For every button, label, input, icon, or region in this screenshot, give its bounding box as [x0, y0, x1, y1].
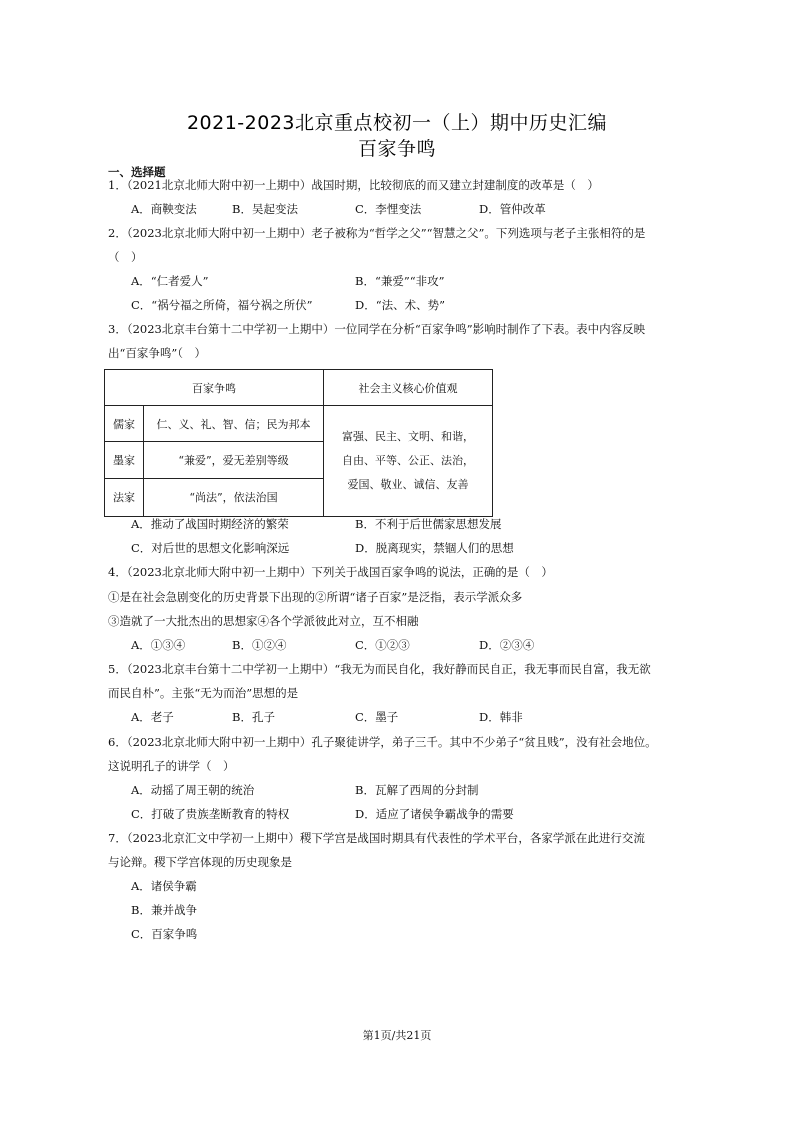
table-content-cell: 仁、义、礼、智、信；民为邦本	[144, 406, 324, 442]
core-values-line: 自由、平等、公正、法治，	[342, 454, 474, 468]
question-7-stem-cont: 与论辩。稷下学宫体现的历史现象是	[108, 855, 292, 869]
question-2-stem: 2．（2023北京北师大附中初一上期中）老子被称为“哲学之父”“智慧之父”。下列选项与老子主张相符的是	[108, 226, 646, 240]
q4-statement-line: ①是在社会急剧变化的历史背景下出现的②所谓“诸子百家”是泛指，表示学派众多	[108, 590, 523, 604]
document-title: 2021-2023北京重点校初一（上）期中历史汇编	[186, 112, 608, 134]
q5-option-d: D．韩非	[479, 710, 523, 724]
question-3-stem-cont: 出“百家争鸣”（ ）	[108, 346, 207, 360]
question-2-stem-cont: （ ）	[108, 250, 143, 264]
page-footer: 第1页/共21页	[362, 1029, 432, 1042]
q2-option-c: C．“祸兮福之所倚，福兮祸之所伏”	[131, 298, 313, 312]
table-school-cell: 墨家	[105, 442, 144, 478]
q3-option-d: D．脱离现实，禁锢人们的思想	[355, 541, 514, 555]
question-5-stem-cont: 而民自朴”。主张“无为而治”思想的是	[108, 686, 299, 700]
q4-option-b: B．①②④	[232, 638, 287, 652]
q5-option-a: A．老子	[131, 710, 174, 724]
q6-option-b: B．瓦解了西周的分封制	[355, 783, 479, 797]
q7-option-b: B．兼并战争	[131, 903, 197, 917]
question-3-stem: 3．（2023北京丰台第十二中学初一上期中）一位同学在分析“百家争鸣”影响时制作了下表。表中内容反映	[108, 322, 646, 336]
q3-option-c: C．对后世的思想文化影响深远	[131, 541, 290, 555]
q1-option-a: A．商鞅变法	[131, 202, 197, 216]
q3-comparison-table	[104, 369, 493, 517]
table-content-cell: “尚法”，依法治国	[144, 478, 324, 516]
table-header-left: 百家争鸣	[105, 370, 324, 406]
q6-option-c: C．打破了贵族垄断教育的特权	[131, 807, 290, 821]
table-school-cell: 法家	[105, 478, 144, 516]
section-heading: 一、选择题	[108, 165, 166, 179]
q6-option-a: A．动摇了周王朝的统治	[131, 783, 255, 797]
q7-option-a: A．诸侯争霸	[131, 879, 197, 893]
table-content-cell: “兼爱”，爱无差别等级	[144, 442, 324, 478]
question-7-stem: 7．（2023北京汇文中学初一上期中）稷下学宫是战国时期具有代表性的学术平台，各家学派在此进行交流	[108, 831, 645, 845]
q2-option-b: B．“兼爱”“非攻”	[355, 274, 445, 288]
q1-option-c: C．李悝变法	[355, 202, 422, 216]
table-header-right: 社会主义核心价值观	[324, 370, 493, 406]
q7-option-c: C．百家争鸣	[131, 927, 198, 941]
q6-option-d: D．适应了诸侯争霸战争的需要	[355, 807, 514, 821]
q4-statement-line: ③造就了一大批杰出的思想家④各个学派彼此对立，互不相融	[108, 614, 419, 628]
document-subtitle: 百家争鸣	[357, 138, 436, 160]
q2-option-d: D．“法、术、势”	[355, 298, 445, 312]
core-values-line: 富强、民主、文明、和谐，	[342, 430, 474, 444]
table-school-cell: 儒家	[105, 406, 144, 442]
q3-option-a: A．推动了战国时期经济的繁荣	[131, 517, 289, 531]
core-values-line: 爱国、敬业、诚信、友善	[347, 478, 469, 492]
q1-option-b: B．吴起变法	[232, 202, 298, 216]
q2-option-a: A．“仁者爱人”	[131, 274, 209, 288]
core-values-cell	[324, 406, 493, 517]
q4-option-d: D．②③④	[479, 638, 535, 652]
question-6-stem: 6．（2023北京北师大附中初一上期中）孔子聚徒讲学，弟子三千。其中不少弟子“贫且贱”，没有社会地位。	[108, 735, 657, 749]
question-6-stem-cont: 这说明孔子的讲学（ ）	[108, 759, 235, 773]
q1-option-d: D．管仲改革	[479, 202, 546, 216]
q4-option-a: A．①③④	[131, 638, 186, 652]
question-4-stem: 4．（2023北京北师大附中初一上期中）下列关于战国百家争鸣的说法，正确的是（ ）	[108, 565, 553, 579]
q3-option-b: B．不利于后世儒家思想发展	[355, 517, 502, 531]
q5-option-c: C．墨子	[355, 710, 399, 724]
question-1-stem: 1．（2021北京北师大附中初一上期中）战国时期，比较彻底的而又建立封建制度的改革是（ ）	[108, 178, 599, 192]
q5-option-b: B．孔子	[232, 710, 275, 724]
q4-option-c: C．①②③	[355, 638, 410, 652]
question-5-stem: 5．（2023北京丰台第十二中学初一上期中）“我无为而民自化，我好静而民自正，我无事而民自富，我无欲	[108, 662, 651, 676]
